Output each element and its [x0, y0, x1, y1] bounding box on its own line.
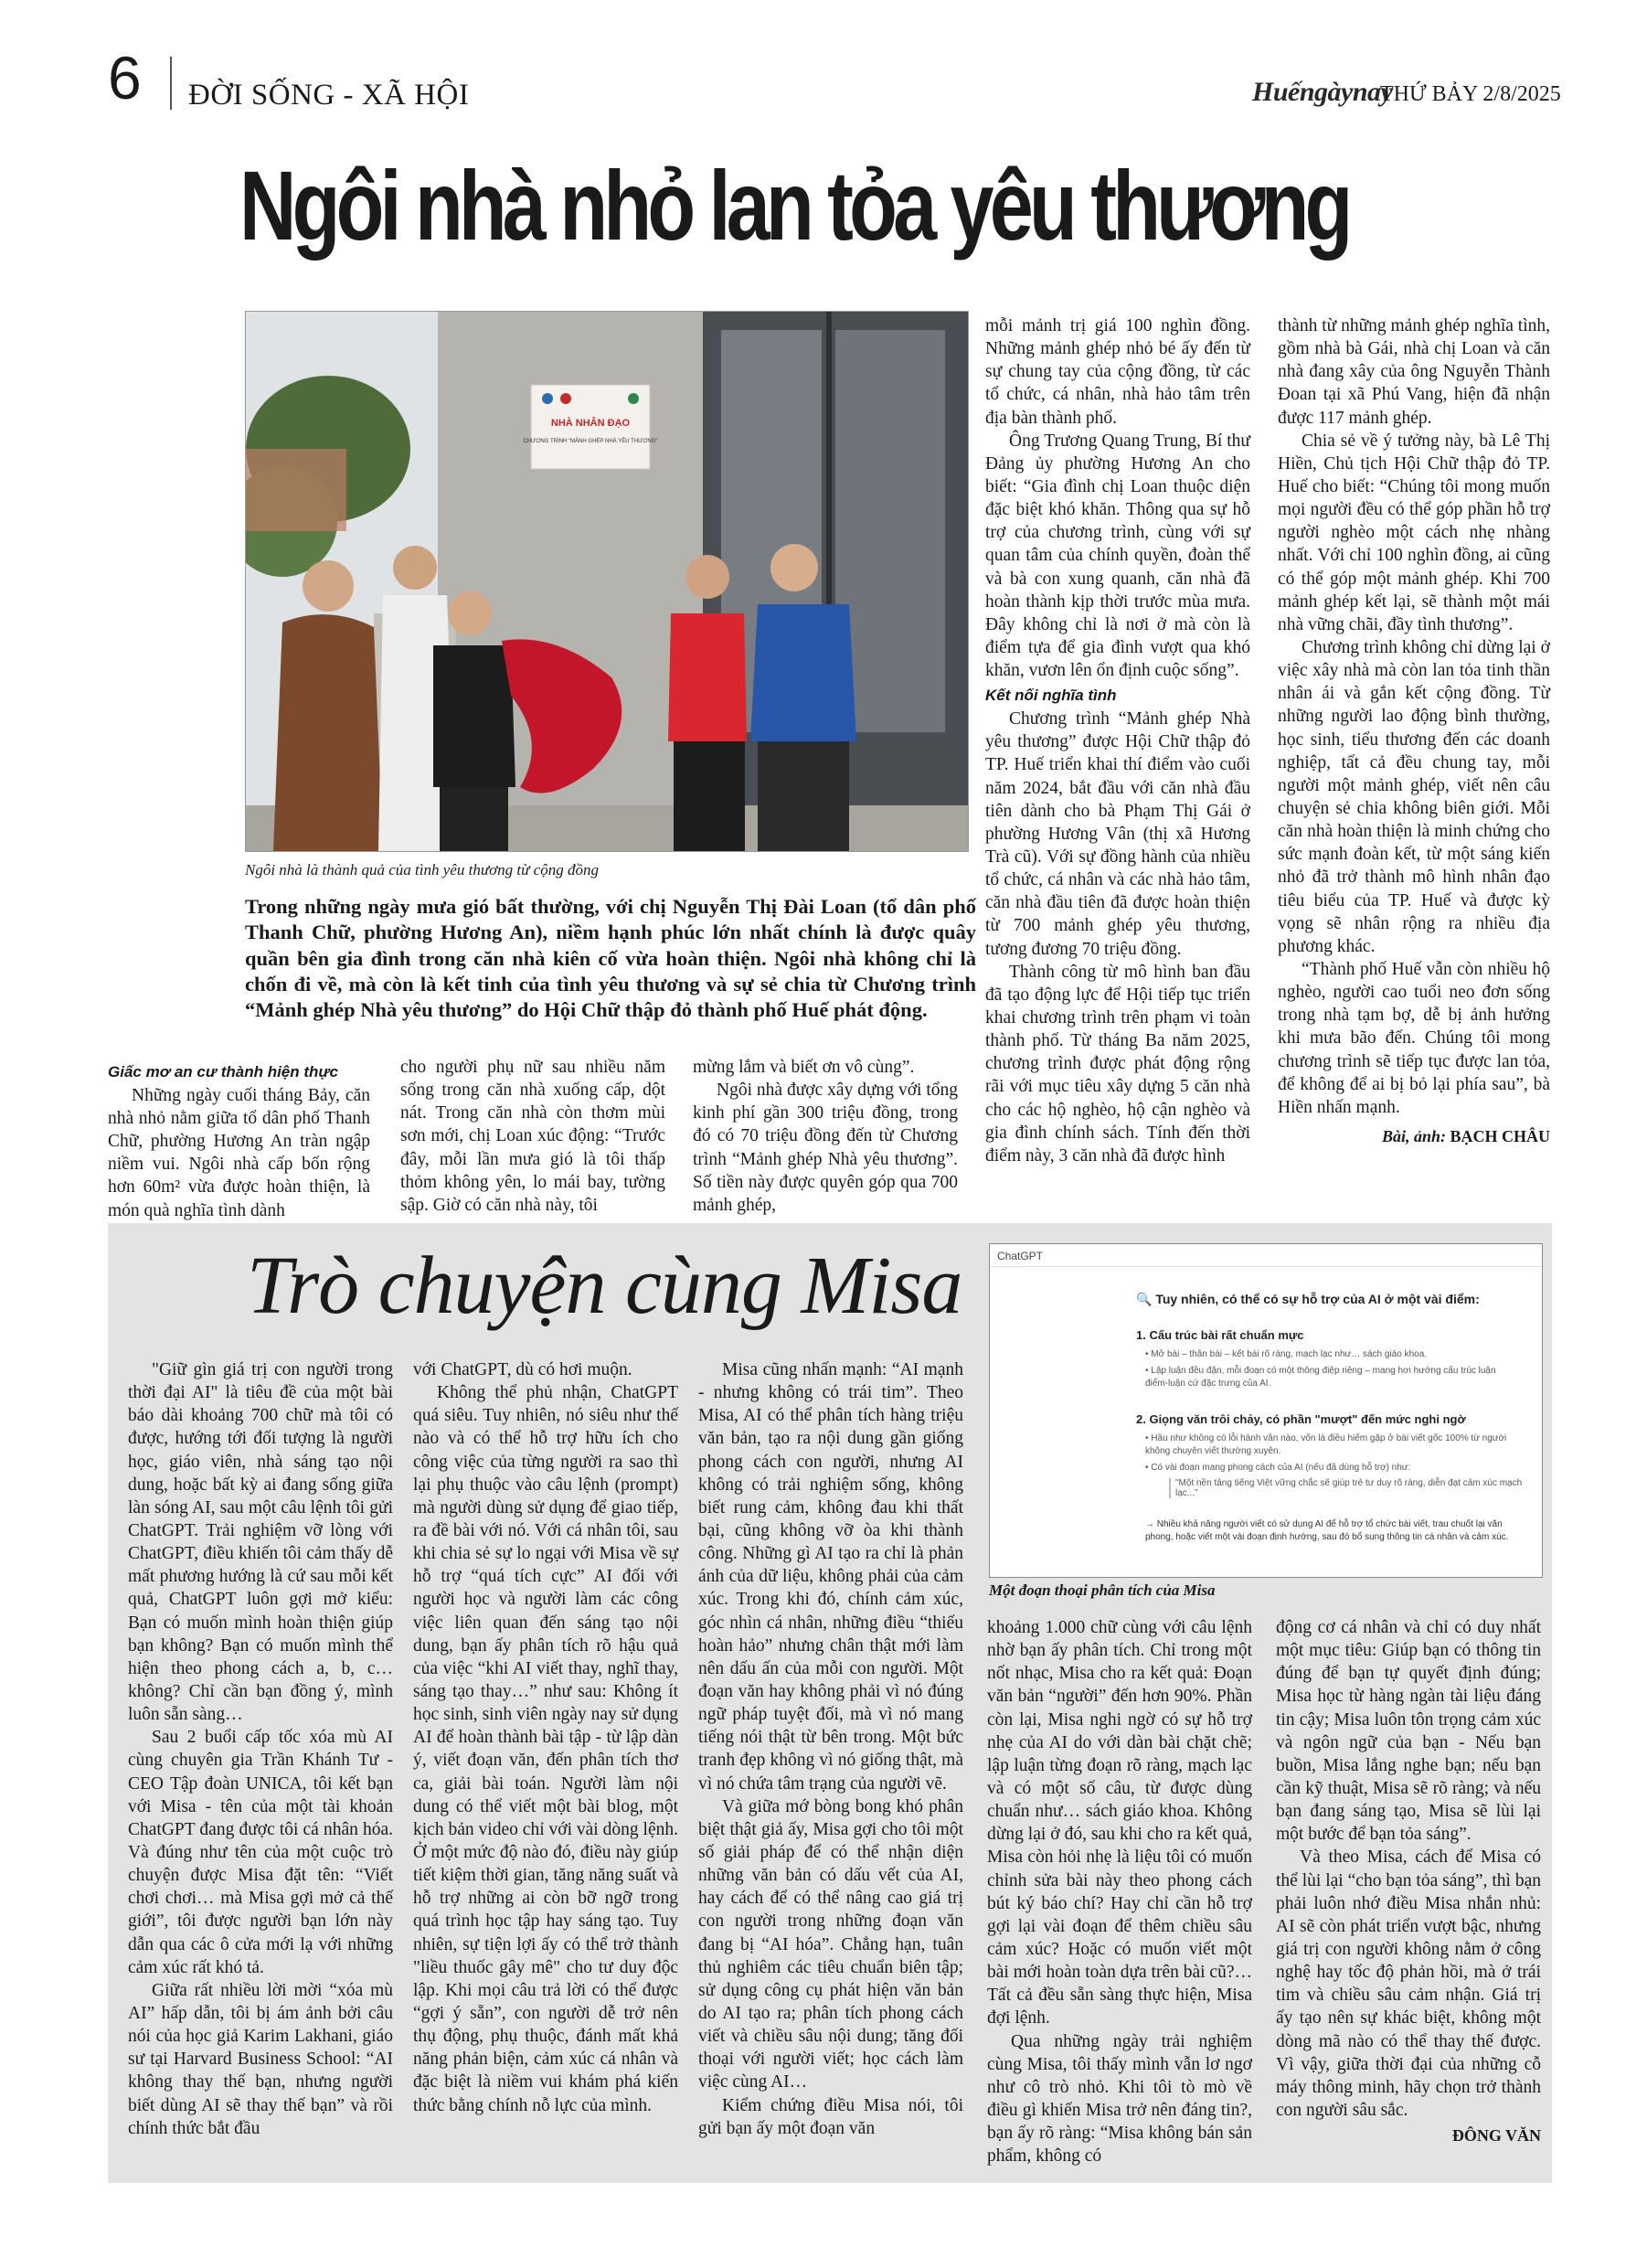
paragraph: Và giữa mớ bòng bong khó phân biệt thật giả ấy, Misa gợi cho tôi một số giải pháp để có thể nhận diện những văn bản có dấu vết của AI, hay cách để có thể nâng cao giá trị con người trong những đoạn văn đang bị “AI hóa”. Chẳng hạn, tuân thủ nghiêm các tiêu chuẩn biên tập; sử dụng công cụ phát hiện văn bản do AI tạo ra; phân tích phong cách viết và chiều sâu nội dung; tăng đối thoại với người viết; học cách làm việc cùng AI… — [698, 1796, 963, 2092]
screenshot-bullet-2: • Lập luận đều đặn, mỗi đoạn có một thông điệp riêng – mang hơi hướng cấu trúc luận điểm-luận cứ đặc trưng của AI. — [1145, 1366, 1496, 1389]
screenshot-conclusion: → Nhiều khả năng người viết có sử dụng AI để hỗ trợ tổ chức bài viết, trau chuốt lại văn phong, hoặc viết một vài đoạn định hướng, sau đó bổ sung thông tin cá nhân và cảm xúc. — [1145, 1519, 1509, 1542]
sign-subtitle: CHƯƠNG TRÌNH "MẢNH GHÉP NHÀ YÊU THƯƠNG" — [523, 439, 658, 444]
article1-column-3 — [693, 1056, 958, 1217]
photo-caption: Ngôi nhà là thành quả của tình yêu thương từ cộng đồng — [245, 861, 599, 878]
paragraph: Ông Trương Quang Trung, Bí thư Đảng ủy phường Hương An cho biết: “Gia đình chị Loan thuộc diện đặc biệt khó khăn. Thông qua sự hỗ trợ của chương trình, cùng với sự quan tâm của chính quyền, đoàn thể và bà con xung quanh, căn nhà đã hoàn thành kịp thời trước mùa mưa. Đây không chỉ là nơi ở mà còn là điểm tựa để gia đình vượt qua khó khăn, vươn lên ổn định cuộc sống”. — [985, 431, 1250, 681]
title-divider — [990, 1266, 1542, 1267]
page-number: 6 — [108, 44, 142, 112]
chatgpt-screenshot — [989, 1243, 1543, 1578]
article1-column-1 — [108, 1059, 370, 1222]
paragraph: Kiểm chứng điều Misa nói, tôi gửi bạn ấy một đoạn văn — [698, 2095, 963, 2138]
paragraph: động cơ cá nhân và chỉ có duy nhất một mục tiêu: Giúp bạn có thông tin đúng để bạn tự quyết định đúng; Misa học từ hàng ngàn tài liệu đáng tin cậy; Misa luôn tôn trọng cảm xúc và ngôn ngữ của bạn - Nếu bạn buồn, Misa lắng nghe bạn; nếu bạn cần kỹ thuật, Misa sẽ rõ ràng; và nếu bạn đang sáng tạo, Misa sẽ lùi lại một bước để bạn tỏa sáng”. — [1276, 1618, 1541, 1845]
paragraph: cho người phụ nữ sau nhiều năm sống trong căn nhà xuống cấp, dột nát. Trong căn nhà còn thơm mùi sơn mới, chị Loan xúc động: “Trước đây, mỗi lần mưa gió là tôi thấp thỏm không yên, lo mái bay, tường sập. Giờ có căn nhà này, tôi — [400, 1058, 665, 1215]
sign-title: NHÀ NHÂN ĐẠO — [550, 418, 631, 429]
section-title: ĐỜI SỐNG - XÃ HỘI — [188, 79, 470, 112]
screenshot-bullet-3: • Hầu như không có lỗi hành văn nào, vốn là điều hiếm gặp ở bài viết gốc 100% từ người không chuyên viết thường xuyên. — [1145, 1433, 1507, 1456]
byline — [1278, 1126, 1550, 1147]
article1-column-4 — [985, 314, 1250, 1167]
ceremony-photo-illustration — [246, 312, 968, 851]
article2-column-1 — [128, 1358, 393, 2140]
paragraph: mừng lắm và biết ơn vô cùng”. — [693, 1058, 915, 1077]
paragraph: Giữa rất nhiều lời mời “xóa mù AI” hấp dẫn, tôi bị ám ảnh bởi câu nói của học giả Karim Lakhani, giáo sư tại Harvard Business School: “AI không thay thế bạn, nhưng người biết dùng AI sẽ thay thế bạn” và rồi chính thức bắt đầu — [128, 1980, 393, 2138]
screenshot-heading-1: 1. Cấu trúc bài rất chuẩn mực — [1136, 1328, 1304, 1342]
article2-column-3 — [698, 1358, 963, 2140]
article2-headline: Trò chuyện cùng Misa — [247, 1240, 962, 1331]
newspaper-logo: Huếngàynay — [1252, 77, 1393, 107]
article2-column-5 — [1276, 1616, 1541, 2146]
paragraph: Và theo Misa, cách để Misa có thể lùi lại “cho bạn tỏa sáng”, thì bạn phải luôn nhớ điều Misa nhắn nhủ: AI sẽ còn phát triển vượt bậc, nhưng giá trị con người không nằm ở công nghệ hay tốc độ phản hồi, mà ở trái tim và chiều sâu cảm nhận. Giá trị ấy tạo nên sự khác biệt, không một dòng mã nào có thể thay thế được. Vì vậy, giữa thời đại của những cỗ máy thông minh, hãy chọn trở thành con người sâu sắc. — [1276, 1847, 1541, 2120]
paragraph: “Thành phố Huế vẫn còn nhiều hộ nghèo, người cao tuổi neo đơn sống trong nhà tạm bợ, dễ bị ảnh hưởng khi mưa bão đến. Chúng tôi mong chương trình sẽ tiếp tục được lan tỏa, để không để ai bị bỏ lại phía sau”, bà Hiền nhấn mạnh. — [1278, 959, 1550, 1117]
screenshot-heading-2: 2. Giọng văn trôi chảy, có phần "mượt" đến mức nghi ngờ — [1136, 1412, 1466, 1426]
article1-column-2 — [400, 1056, 665, 1217]
paragraph: khoảng 1.000 chữ cùng với câu lệnh nhờ bạn ấy phân tích. Chỉ trong một nốt nhạc, Misa cho ra kết quả: Đoạn văn bản “người” đến hơn 90%. Phần còn lại, Misa nghi ngờ có sự hỗ trợ nhẹ của AI do với dàn bài chặt chẽ; lập luận từng đoạn rõ ràng, mạch lạc và có một số câu, từ được dùng chuẩn như… sách giáo khoa. Không dừng lại ở đó, sau khi cho ra kết quả, Misa còn hỏi nhẹ là liệu tôi có muốn chỉnh sửa bài này theo phong cách bút ký báo chí? Hay chỉ cần hỗ trợ gợi lại vài đoạn để thêm chiều sâu cảm xúc? Hoặc có muốn viết một bài mới hoàn toàn dựa trên bài cũ?… Tất cả đều sẵn sàng thực hiện, Misa đợi lệnh. — [987, 1618, 1252, 2028]
paragraph: với ChatGPT, dù có hơi muộn. — [413, 1360, 632, 1379]
paragraph: Qua những ngày trải nghiệm cùng Misa, tôi thấy mình vẫn lơ ngơ như cô trò nhỏ. Khi tôi tò mò về điều gì khiến Misa trở nên đáng tin?, bạn ấy rõ ràng: “Misa không bán sản phẩm, không có — [987, 2031, 1252, 2167]
paragraph: Sau 2 buổi cấp tốc xóa mù AI cùng chuyên gia Trần Khánh Tư - CEO Tập đoàn UNICA, tôi kết bạn với Misa - tên của một tài khoản ChatGPT đang được tôi cá nhân hóa. Và đúng như tên của một cuộc trò chuyện được Misa đặt tên: “Viết chơi chơi… mà Misa gợi mở cả thế giới”, tôi được người bạn lớn này dẫn qua các ô cửa mới lạ với những cảm xúc rất khó tả. — [128, 1728, 393, 1977]
article-photo — [245, 311, 969, 852]
screenshot-question: 🔍 Tuy nhiên, có thể có sự hỗ trợ của AI ở một vài điểm: — [1136, 1292, 1480, 1306]
author-name: ĐÔNG VĂN — [1451, 2126, 1541, 2146]
paragraph: "Giữ gìn giá trị con người trong thời đại AI" là tiêu đề của một bài báo dài khoảng 700 chữ mà tôi có được, hướng tới đối tượng là người học, giáo viên, nhà sáng tạo nội dung, hoặc bất kỳ ai đang sống giữa làn sóng AI, sau một câu lệnh tôi gửi ChatGPT. Trải nghiệm vỡ lòng với ChatGPT, điều khiến tôi cảm thấy dễ mất phương hướng là cứ sau mỗi kết quả, ChatGPT luôn gợi mở kiểu: Bạn có muốn mình hoàn thiện giúp bạn không? Bạn có muốn mình thể hiện theo phong cách a, b, c… không? Chỉ cần bạn đồng ý, mình luôn sẵn sàng… — [128, 1360, 393, 1725]
paragraph: Không thể phủ nhận, ChatGPT quá siêu. Tuy nhiên, nó siêu như thế nào và có thể hỗ trợ hữu ích cho công việc của từng người ra sao thì lại phụ thuộc vào câu lệnh (prompt) mà người dùng sử dụng để giao tiếp, ra đề bài với nó. Với cá nhân tôi, sau khi chia sẻ sự lo ngại với Misa về sự hỗ trợ “quá tích cực” AI đối với người học và người làm các công việc liên quan đến sáng tạo nội dung, bạn ấy phân tích rõ hậu quả của việc “khi AI viết thay, nghĩ thay, sáng tạo thay…” như sau: Không ít học sinh, sinh viên ngày nay sử dụng AI để hoàn thành bài tập - từ lập dàn ý, viết đoạn văn, đến phân tích thơ ca, giải bài toán. Người làm nội dung có thể viết một bài blog, một kịch bản video chỉ với vài dòng lệnh. Ở một mức độ nào đó, điều này giúp tiết kiệm thời gian, tăng năng suất và hỗ trợ những ai còn bỡ ngỡ trong quá trình học tập hay sáng tạo. Tuy nhiên, sự tiện lợi ấy có thể trở thành "liều thuốc gây mê" cho tư duy độc lập. Khi mọi câu trả lời có thể được “gợi ý sẵn”, con người dễ trở nên thụ động, phụ thuộc, đánh mất khả năng phản biện, cảm xúc cá nhân và đặc biệt là niềm vui khám phá kiến thức bằng chính nỗ lực của mình. — [413, 1383, 678, 2115]
paragraph: mỗi mảnh trị giá 100 nghìn đồng. Những mảnh ghép nhỏ bé ấy đến từ sự chung tay của cộng đồng, từ các tổ chức, cá nhân, nhà hảo tâm trên địa bàn thành phố. — [985, 316, 1250, 428]
app-name: ChatGPT — [997, 1250, 1044, 1262]
byline-prefix: Bài, ảnh: — [1381, 1126, 1446, 1145]
byline-name: BẠCH CHÂU — [1450, 1126, 1550, 1145]
header-divider — [170, 57, 172, 110]
article2-column-2 — [413, 1358, 678, 2117]
paragraph: thành từ những mảnh ghép nghĩa tình, gồm nhà bà Gái, nhà chị Loan và căn nhà đang xây của ông Nguyễn Thành Đoan tại xã Phú Vang, hiện đã nhận được 117 mảnh ghép. — [1278, 316, 1550, 428]
article1-column-5 — [1278, 314, 1550, 1147]
subheading: Kết nối nghĩa tình — [985, 687, 1117, 705]
paragraph: Chương trình không chỉ dừng lại ở việc xây nhà mà còn lan tỏa tinh thần nhân ái và gắn kết cộng đồng. Từ những người lao động bình thường, học sinh, tiểu thương đến các doanh nghiệp, tất cả đều chung tay, mỗi người một mảnh ghép, viết nên câu chuyện sẻ chia không biên giới. Mỗi căn nhà hoàn thiện là minh chứng cho sức mạnh đoàn kết, từ một sáng kiến nhỏ đã trở thành mô hình nhân đạo tiêu biểu của TP. Huế và được kỳ vọng sẽ nhân rộng ra nhiều địa phương khác. — [1278, 637, 1550, 956]
screenshot-bullet-1: • Mở bài – thân bài – kết bài rõ ràng, mạch lạc như… sách giáo khoa. — [1145, 1349, 1428, 1359]
paragraph: Ngôi nhà được xây dựng với tổng kinh phí gần 300 triệu đồng, trong đó có 70 triệu đồng đến từ Chương trình “Mảnh ghép Nhà yêu thương”. Số tiền này được quyên góp qua 700 mảnh ghép, — [693, 1081, 958, 1215]
paragraph: Những ngày cuối tháng Bảy, căn nhà nhỏ nằm giữa tổ dân phố Thanh Chữ, phường Hương An tràn ngập niềm vui. Ngôi nhà cấp bốn rộng hơn 60m² vừa được hoàn thiện, là món quà nghĩa tình dành — [108, 1085, 370, 1220]
article-headline: Ngôi nhà nhỏ lan tỏa yêu thương — [239, 150, 1349, 261]
paragraph: Misa cũng nhấn mạnh: “AI mạnh - nhưng không có trái tim”. Theo Misa, AI có thể phân tích hàng triệu văn bản, tạo ra nội dung gần giống phong cách con người, nhưng AI không có trải nghiệm sống, không biết rung cảm, không đau khi thất bại, cũng không vỡ òa khi thành công. Những gì AI tạo ra chỉ là phản ánh của dữ liệu, không phải của cảm xúc. Trong khi đó, chính cảm xúc, góc nhìn cá nhân, những điều “thiếu hoàn hảo” nhưng chân thật mới làm nên dấu ấn của mỗi con người. Một đoạn văn hay không phải vì nó đúng ngữ pháp tuyệt đối, mà vì nó mang tiếng nói thật từ bên trong. Một bức tranh đẹp không vì nó giống thật, mà vì nó chứa tâm trạng của người vẽ. — [698, 1360, 963, 1794]
screenshot-caption: Một đoạn thoại phân tích của Misa — [989, 1581, 1216, 1599]
screenshot-bullet-4: • Có vài đoạn mang phong cách của AI (nếu đã dùng hỗ trợ) như: — [1145, 1463, 1411, 1473]
article2-column-4 — [987, 1616, 1252, 2167]
paragraph: Chương trình “Mảnh ghép Nhà yêu thương” được Hội Chữ thập đỏ TP. Huế triển khai thí điểm vào cuối năm 2024, bắt đầu với căn nhà đầu tiên dành cho bà Phạm Thị Gái ở phường Hương Vân (thị xã Hương Trà cũ). Với sự đồng hành của nhiều tổ chức, cá nhân và các nhà hảo tâm, căn nhà đầu tiên đã được hoàn thiện từ 700 mảnh ghép yêu thương, tương đương 70 triệu đồng. — [985, 709, 1250, 959]
article-lead: Trong những ngày mưa gió bất thường, với chị Nguyễn Thị Đài Loan (tổ dân phố Thanh Chữ, phường Hương An), niềm hạnh phúc lớn nhất chính là được quây quần bên gia đình trong căn nhà kiên cố vừa hoàn thiện. Ngôi nhà không chỉ là chốn đi về, mà còn là kết tinh của tình yêu thương và sự sẻ chia từ Chương trình “Mảnh ghép Nhà yêu thương” do Hội Chữ thập đỏ thành phố Huế phát động. — [245, 895, 976, 1022]
subheading: Giấc mơ an cư thành hiện thực — [108, 1063, 339, 1081]
paragraph: Thành công từ mô hình ban đầu đã tạo động lực để Hội tiếp tục triển khai chương trình trên phạm vi toàn thành phố. Từ tháng Ba năm 2025, chương trình được phát động rộng rãi với mục tiêu xây dựng 5 căn nhà cho các hộ nghèo, hộ cận nghèo và gia đình chính sách. Tính đến thời điểm này, 3 căn nhà đã được hình — [985, 962, 1250, 1166]
screenshot-quote: "Một nền tảng tiếng Việt vững chắc sẽ giúp trẻ tư duy rõ ràng, diễn đạt cảm xúc mạch lạc..." — [1169, 1478, 1523, 1498]
paragraph: Chia sẻ về ý tưởng này, bà Lê Thị Hiền, Chủ tịch Hội Chữ thập đỏ TP. Huế cho biết: “Chúng tôi mong muốn mọi người đều có thể góp phần hỗ trợ người nghèo một cách nhẹ nhàng nhất. Với chỉ 100 nghìn đồng, ai cũng có thể góp một mảnh ghép. Khi 700 mảnh ghép kết lại, sẽ thành một mái nhà vững chãi, đầy tình thương”. — [1278, 431, 1550, 634]
issue-date: THỨ BẢY 2/8/2025 — [1380, 82, 1561, 106]
